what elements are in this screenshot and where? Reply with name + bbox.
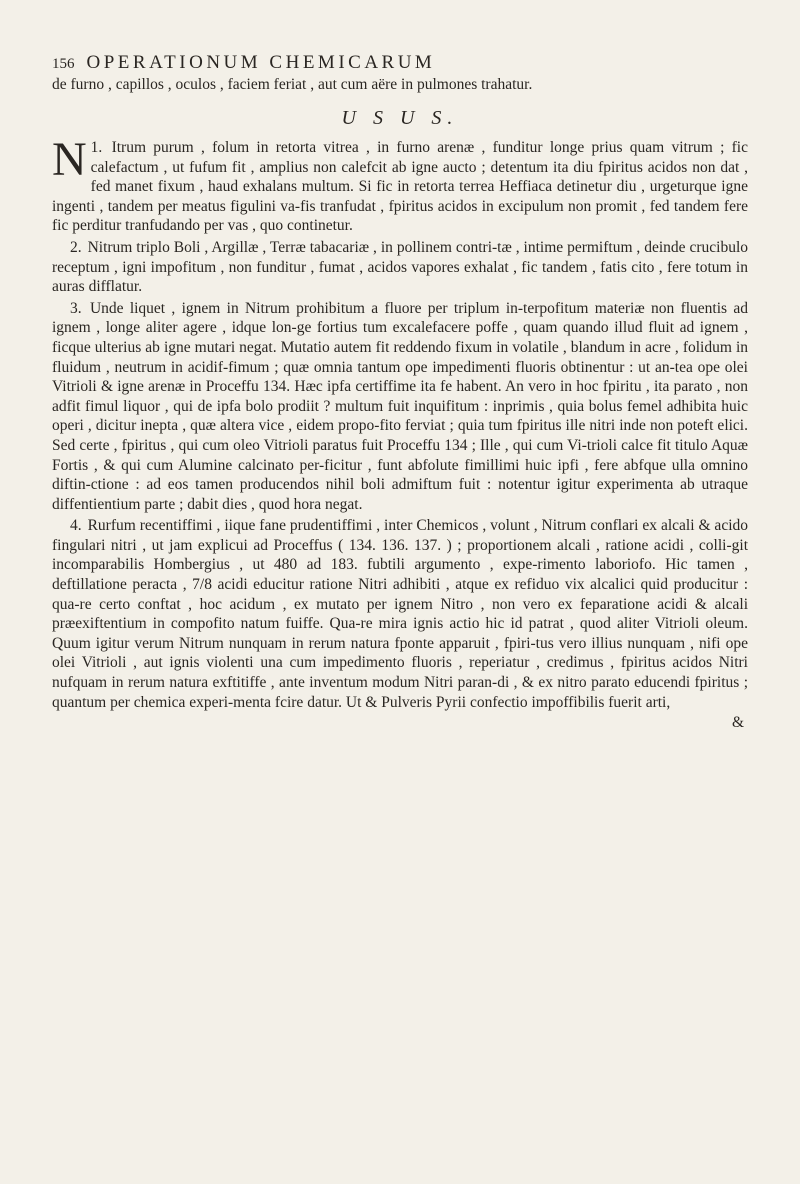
paragraph-2 [52,238,748,297]
paragraph-number: 1. [90,139,103,156]
paragraph-text: Rurfum recentiffimi , iique fane prudentiffimi , inter Chemicos , volunt , Nitrum conflari ex alcali & acido fingulari nitri , ut jam explicui ad Proceffus ( 134. 136. 137. ) ; proportionem alcali , ratione acidi , colli-git incomparabilis Hombergius , ut 480 ad 183. fubtili argumento , expe-rimento laboriofo. Hic tamen , deftillatione peracta , 7/8 acidi educitur ratione Nitri adhibiti , atque ex refiduo vix alcalici quid producitur : qua-re certo conftat , hoc acidum , ex mutato per ignem Nitro , non vero ex feparatione acidi & alcali præexiftentium in compofito natum fuiffe. Qua-re mira ignis actio hic id patrat , quod aliter Vitrioli oleum. Quum igitur verum Nitrum nunquam in rerum natura fponte apparuit , fpiri-tus vero illius nunquam , nifi ope olei Vitrioli , aut ignis violenti una cum impedimento fluoris , reperiatur , credimus , fpiritus acidos Nitri nufquam in rerum natura exftitiffe , ante inventum modum Nitri paran-di , & ex nitro parato educendi fpiritus ; quantum per chemica experi-menta fcire datur. Ut & Pulveris Pyrii confectio impoffibilis fuerit arti, [52,517,749,711]
body-text [52,133,749,712]
paragraph-text: Nitrum triplo Boli , Argillæ , Terræ tabacariæ , in pollinem contri-tæ , intime permiftum , deinde crucibulo receptum , igni impofitum , non funditur , fumat , acidos vapores exhalat , fic tandem , fatis cito , fere totum in auras difflatur. [52,238,749,296]
paragraph-text: Itrum purum , folum in retorta vitrea , in furno arenæ , funditur longe prius quam vitrum ; fic calefactum , ut fufum fit , amplius non calefcit ab igne aucto ; detentum ita diu fpiritus acidos non dat , fed manet fixum , haud exhalans multum. Si fic in retorta terrea Heffiaca detinetur diu , urgeturque igne ingenti , tandem per meatus figulini va-fis tranfudat , fpiritus acidos in excipulum non promit , fed tandem fere fic perditur tranfudando per vas , quo continetur. [52,139,748,235]
paragraph-number: 4. [70,517,82,535]
paragraph-3 [52,299,748,515]
paragraph-1 [52,133,748,236]
paragraph-number: 2. [70,238,82,256]
continuation-text: de furno , capillos , oculos , faciem feriat , aut cum aëre in pulmones trahatur. [52,76,533,93]
paragraph-text: Unde liquet , ignem in Nitrum prohibitum a fluore per triplum in-terpofitum materiæ non fluentis ad ignem , longe aliter agere , idque lon-ge fortius tum excalefacere poffe , quam quando illud fluit ad ignem , ficque ulterius ab igne mutari negat. Mutatio autem fit reddendo fixum in volatile , blandum in acre , folidum in fluidum , neutrum in acidif-fimum ; quæ omnia tantum ope impedimenti fluoris obtinentur : ut an-tea ope olei Vitrioli & igne arenæ in Proceffu 134. Hæc ipfa certiffime ita fe habent. An vero in hoc fpiritu , ita parato , non adfit fimul liquor , qui de ipfa bolo prodiit ? multum fuit inquifitum : inprimis , quia bolus femel adhibita huic operi , dicitur inepta , quæ altera vice , eidem propo-fito ferviat ; quia tum fpiritus ille nitri inde non poteft elici. Sed certe , fpiritus , qui cum oleo Vitrioli paratus fuit Proceffu 134 ; Ille , qui cum Vi-trioli calce fit titulo Aquæ Fortis , & qui cum Alumine calcinato per-ficitur , funt abfolute fimillimi huic ipfi , fere abfque ulla omnino diftin-ctione : ad eos tamen producendos nihil boli admiftum fuit : notentur igitur experimenta ab utraque diffentientium parte ; dabit dies , quod hora negat. [52,299,748,513]
catchword: & [731,714,744,732]
page-number: 156 [52,56,75,72]
paragraph-number: 3. [70,299,82,317]
drop-capital: N [52,133,87,186]
paragraph-4 [52,516,748,712]
running-title: OPERATIONUM CHEMICARUM [86,52,436,73]
section-heading: U S U S. [341,107,459,129]
running-header [52,52,748,74]
